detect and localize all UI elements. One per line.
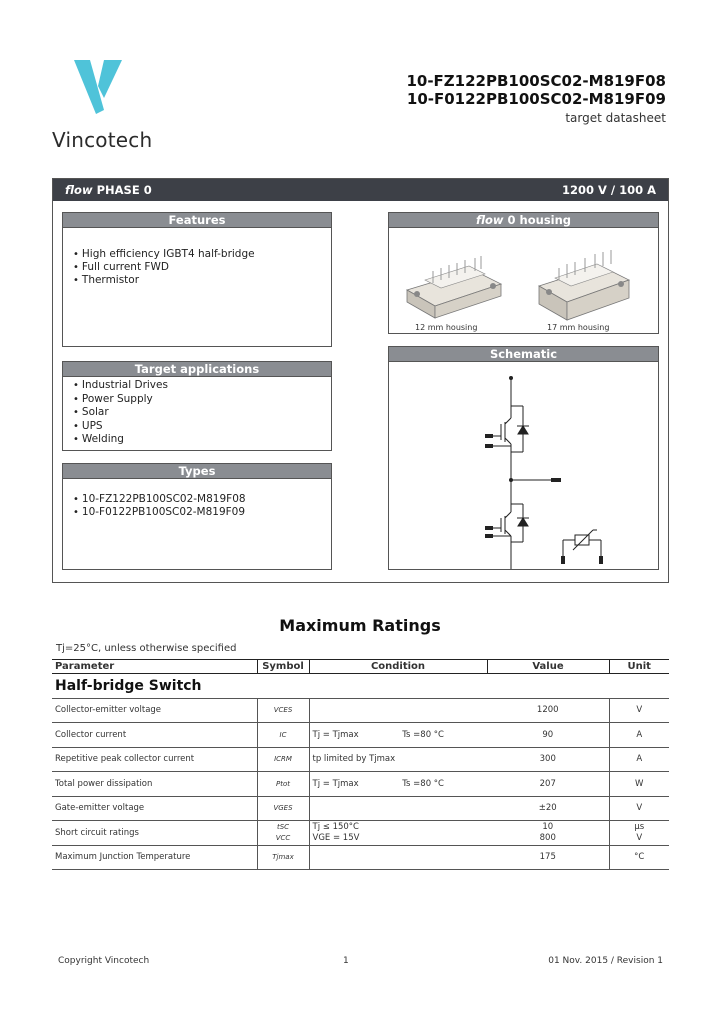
footer-copyright: Copyright Vincotech xyxy=(58,956,150,966)
list-item: • High efficiency IGBT4 half-bridge xyxy=(73,248,331,261)
value-cell: 207 xyxy=(487,772,609,797)
applications-title: Target applications xyxy=(63,362,331,377)
column-header: Unit xyxy=(609,660,669,674)
table-row xyxy=(52,821,669,846)
features-list xyxy=(63,228,331,287)
maximum-ratings-heading: Maximum Ratings xyxy=(279,616,441,635)
features-title: Features xyxy=(63,213,331,228)
schematic-box xyxy=(388,346,659,570)
value-cell: 300 xyxy=(487,747,609,772)
condition-cell xyxy=(309,796,487,821)
part-number-2: 10-F0122PB100SC02-M819F09 xyxy=(406,90,666,108)
list-item: • Thermistor xyxy=(73,274,331,287)
condition-cell xyxy=(309,845,487,870)
housing-images xyxy=(389,228,658,333)
condition-cell xyxy=(309,698,487,723)
table-header-row xyxy=(52,660,669,674)
document-title xyxy=(406,72,666,125)
param-cell: Collector current xyxy=(52,723,257,748)
column-header: Condition xyxy=(309,660,487,674)
unit-cell: W xyxy=(609,772,669,797)
part-number-1: 10-FZ122PB100SC02-M819F08 xyxy=(406,72,666,90)
schematic-title: Schematic xyxy=(389,347,658,362)
param-cell: Short circuit ratings xyxy=(52,821,257,846)
types-box xyxy=(62,463,332,570)
column-header: Parameter xyxy=(52,660,257,674)
unit-cell: A xyxy=(609,747,669,772)
param-cell: Repetitive peak collector current xyxy=(52,747,257,772)
list-item: • Power Supply xyxy=(73,393,331,407)
value-cell: ±20 xyxy=(487,796,609,821)
list-item: • 10-FZ122PB100SC02-M819F08 xyxy=(73,493,331,506)
ratings-condition-note: Tj=25°C, unless otherwise specified xyxy=(56,643,237,654)
value-cell: 90 xyxy=(487,723,609,748)
housing-caption-17mm: 17 mm housing xyxy=(547,323,610,332)
unit-cell: A xyxy=(609,723,669,748)
footer-page-number: 1 xyxy=(343,956,349,966)
list-item: • Solar xyxy=(73,406,331,420)
product-rating: 1200 V / 100 A xyxy=(561,183,656,197)
list-item: • 10-F0122PB100SC02-M819F09 xyxy=(73,506,331,519)
applications-list xyxy=(63,377,331,447)
table-row xyxy=(52,845,669,870)
unit-cell: V xyxy=(609,698,669,723)
condition-cell: Tj = Tjmax Ts =80 °C xyxy=(309,772,487,797)
logo-v-icon xyxy=(74,58,122,114)
symbol-cell: ICRM xyxy=(257,747,309,772)
symbol-cell: VGES xyxy=(257,796,309,821)
unit-cell: °C xyxy=(609,845,669,870)
table-row xyxy=(52,723,669,748)
types-list xyxy=(63,479,331,519)
unit-cell: V xyxy=(609,796,669,821)
module-12mm-image xyxy=(407,256,501,318)
list-item: • Welding xyxy=(73,433,331,447)
housing-caption-12mm: 12 mm housing xyxy=(415,323,478,332)
unit-cell: µs V xyxy=(609,821,669,846)
list-item: • Industrial Drives xyxy=(73,379,331,393)
list-item: • Full current FWD xyxy=(73,261,331,274)
types-title: Types xyxy=(63,464,331,479)
half-bridge-schematic xyxy=(389,362,658,569)
value-cell: 1200 xyxy=(487,698,609,723)
applications-box xyxy=(62,361,332,451)
section-title: Half-bridge Switch xyxy=(52,674,669,699)
condition-cell: tp limited by Tjmax xyxy=(309,747,487,772)
housing-box xyxy=(388,212,659,334)
section-row xyxy=(52,674,669,699)
document-subtitle: target datasheet xyxy=(565,111,666,125)
param-cell: Gate-emitter voltage xyxy=(52,796,257,821)
frame-header xyxy=(53,179,668,201)
symbol-cell: Ptot xyxy=(257,772,309,797)
param-cell: Collector-emitter voltage xyxy=(52,698,257,723)
symbol-cell: IC xyxy=(257,723,309,748)
features-box xyxy=(62,212,332,347)
table-row xyxy=(52,698,669,723)
symbol-cell: Tjmax xyxy=(257,845,309,870)
brand-name: Vincotech xyxy=(52,128,153,152)
module-17mm-image xyxy=(539,250,629,320)
table-row xyxy=(52,796,669,821)
footer-revision: 01 Nov. 2015 / Revision 1 xyxy=(548,956,663,966)
table-row xyxy=(52,747,669,772)
param-cell: Total power dissipation xyxy=(52,772,257,797)
housing-title: flow 0 housing xyxy=(389,213,658,228)
condition-cell: Tj ≤ 150°C VGE = 15V xyxy=(309,821,487,846)
list-item: • UPS xyxy=(73,420,331,434)
symbol-cell: VCES xyxy=(257,698,309,723)
column-header: Value xyxy=(487,660,609,674)
table-row xyxy=(52,772,669,797)
value-cell: 10 800 xyxy=(487,821,609,846)
symbol-cell: tSC VCC xyxy=(257,821,309,846)
maximum-ratings-table xyxy=(52,659,669,870)
product-family: flow PHASE 0 xyxy=(65,183,152,197)
value-cell: 175 xyxy=(487,845,609,870)
param-cell: Maximum Junction Temperature xyxy=(52,845,257,870)
column-header: Symbol xyxy=(257,660,309,674)
condition-cell: Tj = Tjmax Ts =80 °C xyxy=(309,723,487,748)
